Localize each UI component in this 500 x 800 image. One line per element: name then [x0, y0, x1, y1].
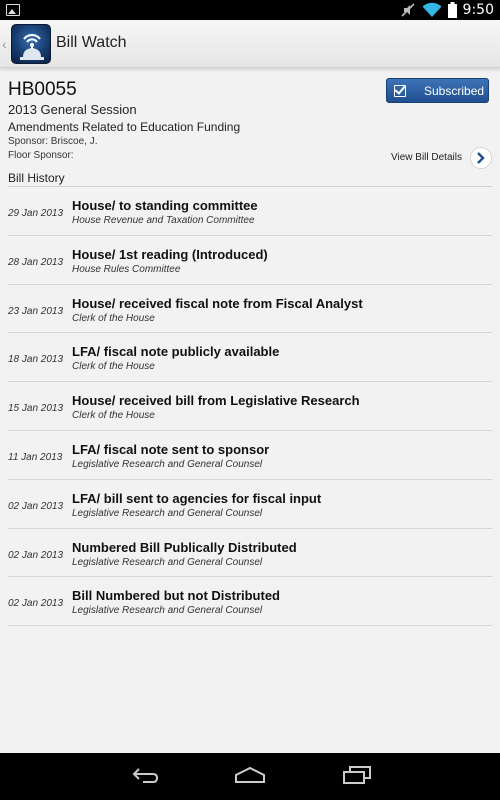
action-bar: [0, 20, 500, 68]
status-bar: [0, 0, 500, 20]
history-action: House/ 1st reading (Introduced): [72, 246, 268, 262]
history-row[interactable]: [8, 577, 492, 626]
recent-apps-icon[interactable]: [342, 766, 372, 789]
checkbox-checked-icon: [394, 85, 406, 97]
history-committee: Legislative Research and General Counsel: [72, 556, 263, 568]
history-action: Numbered Bill Publically Distributed: [72, 539, 297, 555]
history-action: House/ received bill from Legislative Research: [72, 393, 360, 409]
up-caret-icon[interactable]: ‹: [2, 36, 7, 52]
history-action: LFA/ fiscal note publicly available: [72, 344, 280, 360]
history-date: 02 Jan 2013: [8, 500, 64, 512]
history-committee: Legislative Research and General Counsel: [72, 458, 263, 470]
history-committee: House Rules Committee: [72, 263, 181, 275]
subscribed-button[interactable]: [386, 78, 489, 103]
history-row[interactable]: [8, 333, 492, 382]
muted-icon: [400, 2, 416, 18]
navigation-bar: [0, 753, 500, 800]
bill-session: 2013 General Session: [8, 102, 137, 117]
history-row[interactable]: [8, 285, 492, 334]
history-row[interactable]: [8, 236, 492, 285]
battery-icon: [448, 2, 457, 18]
history-date: 18 Jan 2013: [8, 354, 64, 366]
view-bill-details-button[interactable]: [470, 147, 492, 169]
history-action: Bill Numbered but not Distributed: [72, 588, 280, 604]
app-title: Bill Watch: [56, 34, 127, 51]
history-action: LFA/ bill sent to agencies for fiscal input: [72, 490, 322, 506]
view-bill-details-link[interactable]: View Bill Details: [391, 152, 462, 163]
bill-sponsor: Sponsor: Briscoe, J.: [8, 136, 98, 147]
history-committee: Legislative Research and General Counsel: [72, 507, 263, 519]
history-date: 02 Jan 2013: [8, 598, 64, 610]
bill-history-header: Bill History: [8, 171, 65, 185]
clock: 9:50: [462, 2, 494, 18]
history-committee: Clerk of the House: [72, 361, 155, 373]
history-row[interactable]: [8, 480, 492, 529]
bill-number: HB0055: [8, 79, 77, 100]
history-committee: House Revenue and Taxation Committee: [72, 215, 255, 226]
back-icon[interactable]: [129, 766, 159, 789]
history-action: House/ to standing committee: [72, 198, 258, 213]
history-date: 23 Jan 2013: [8, 305, 64, 317]
history-date: 02 Jan 2013: [8, 549, 64, 561]
bill-floor-sponsor: Floor Sponsor:: [8, 150, 74, 161]
image-notification-icon: [6, 4, 20, 16]
history-date: 11 Jan 2013: [8, 451, 63, 463]
history-date: 15 Jan 2013: [8, 403, 64, 415]
subscribed-label: Subscribed: [424, 83, 485, 98]
history-date: 29 Jan 2013: [8, 208, 64, 219]
wifi-icon: [422, 2, 442, 18]
bill-detail: [0, 70, 500, 753]
history-row[interactable]: [8, 431, 492, 480]
bill-history-list: [8, 187, 492, 626]
history-action: House/ received fiscal note from Fiscal Analyst: [72, 295, 363, 311]
home-icon[interactable]: [234, 766, 266, 789]
history-date: 28 Jan 2013: [8, 256, 64, 268]
chevron-right-icon: [476, 152, 486, 164]
history-action: LFA/ fiscal note sent to sponsor: [72, 441, 270, 457]
history-committee: Legislative Research and General Counsel: [72, 605, 263, 617]
history-committee: Clerk of the House: [72, 410, 155, 422]
history-row[interactable]: [8, 529, 492, 578]
capitol-broadcast-icon[interactable]: [11, 24, 51, 64]
history-committee: Clerk of the House: [72, 312, 155, 324]
history-row[interactable]: [8, 187, 492, 236]
history-row[interactable]: [8, 382, 492, 431]
bill-title: Amendments Related to Education Funding: [8, 120, 241, 134]
